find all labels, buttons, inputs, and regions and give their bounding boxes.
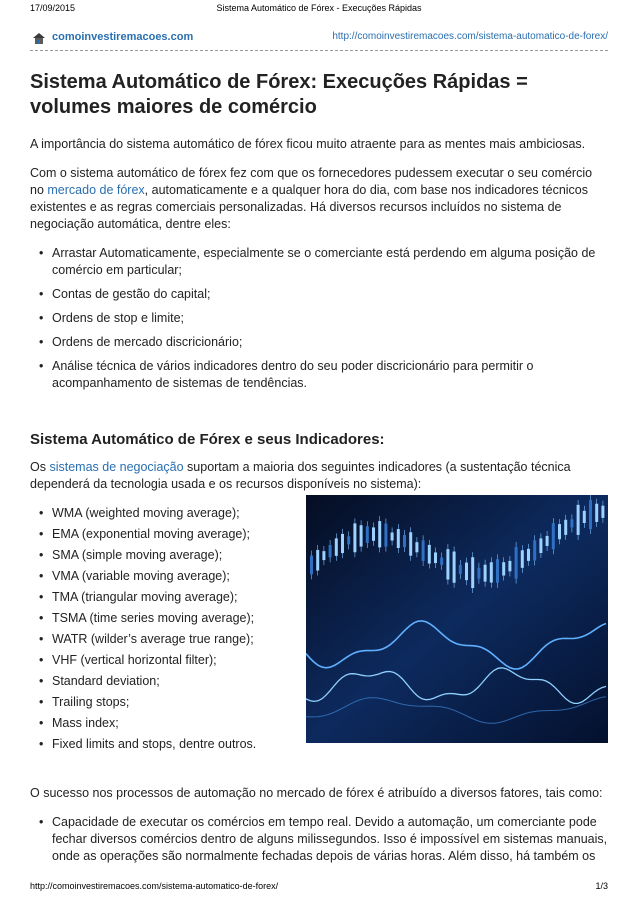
section-title-indicators: Sistema Automático de Fórex e seus Indicadores: xyxy=(30,431,385,448)
success-paragraph: O sucesso nos processos de automação no mercado de fórex é atribuído a diversos fatores, tais como: xyxy=(30,786,603,800)
candle-body xyxy=(434,552,437,563)
candle-body xyxy=(409,532,412,555)
candle-body xyxy=(521,550,524,568)
list-item: • Análise técnica de vários indicadores dentro do seu poder discricionário para permitir o acompanhamento de sistemas de tendências. xyxy=(52,358,608,392)
list-item: • EMA (exponential moving average); xyxy=(52,526,330,543)
candle-body xyxy=(391,533,394,541)
candle-body xyxy=(552,523,555,549)
candle-body xyxy=(558,524,561,539)
candle-body xyxy=(415,542,418,552)
list-item: • Mass index; xyxy=(52,715,330,732)
page-number: 1/3 xyxy=(595,881,608,891)
candle-body xyxy=(316,550,319,571)
list-item: • Ordens de mercado discricionário; xyxy=(52,334,608,351)
candle-body xyxy=(347,536,350,544)
candle-body xyxy=(527,549,530,561)
candle-body xyxy=(570,519,573,527)
candle-body xyxy=(372,527,375,540)
trading-systems-link[interactable]: sistemas de negociação xyxy=(49,460,184,474)
candle-body xyxy=(533,540,536,560)
site-url-link[interactable]: http://comoinvestiremacoes.com/sistema-automatico-de-forex/ xyxy=(332,31,608,42)
list-item: • WATR (wilder’s average true range); xyxy=(52,631,330,648)
candle-body xyxy=(329,545,332,557)
features-list xyxy=(30,245,608,392)
list-item: • VMA (variable moving average); xyxy=(52,568,330,585)
candle-body xyxy=(515,547,518,579)
list-item: • Standard deviation; xyxy=(52,673,330,690)
intro-paragraph: A importância do sistema automático de fórex ficou muito atraente para as mentes mais ambiciosas. xyxy=(30,137,586,151)
list-item: • Contas de gestão do capital; xyxy=(52,286,608,303)
candle-body xyxy=(322,551,325,560)
site-name-link[interactable]: comoinvestiremacoes.com xyxy=(52,31,194,43)
candle-body xyxy=(397,529,400,548)
header-divider xyxy=(30,50,608,51)
candle-body xyxy=(453,552,456,583)
candle-body xyxy=(471,557,474,588)
forex-chart-image xyxy=(306,495,608,743)
list-item: • VHF (vertical horizontal filter); xyxy=(52,652,330,669)
candle-body xyxy=(564,520,567,535)
candle-body xyxy=(595,504,598,522)
article xyxy=(30,70,608,879)
candle-body xyxy=(384,524,387,547)
candle-body xyxy=(508,561,511,571)
candle-body xyxy=(490,562,493,582)
candle-body xyxy=(583,511,586,523)
list-item: • Capacidade de executar os comércios em tempo real. Devido a automação, um comerciante pode fechar diversos comércios dentro de alguns milissegundos. Isso é impossível em sistemas manuais, onde as operações são normalmente fechadas depois de várias horas. Além disso, há também os xyxy=(52,814,608,865)
candle-body xyxy=(446,549,449,579)
image-background xyxy=(306,495,608,743)
print-date: 17/09/2015 xyxy=(30,3,76,13)
candle-body xyxy=(440,558,443,565)
site-bar xyxy=(30,30,608,50)
indicators-block xyxy=(30,505,608,771)
list-item: • WMA (weighted moving average); xyxy=(52,505,330,522)
candle-body xyxy=(477,568,480,579)
list-item: • TSMA (time series moving average); xyxy=(52,610,330,627)
candle-body xyxy=(378,521,381,547)
candle-body xyxy=(366,526,369,543)
candle-body xyxy=(484,565,487,582)
candle-body xyxy=(539,538,542,553)
candle-body xyxy=(496,559,499,582)
candle-body xyxy=(428,545,431,564)
candle-body xyxy=(341,534,344,553)
candle-body xyxy=(577,505,580,535)
candle-body xyxy=(335,538,338,556)
list-item: • Trailing stops; xyxy=(52,694,330,711)
candle-body xyxy=(589,500,592,529)
indicators-list xyxy=(30,505,330,757)
article-title: Sistema Automático de Fórex: Execuções Rápidas = volumes maiores de comércio xyxy=(30,71,528,118)
candle-body xyxy=(422,540,425,561)
candle-body xyxy=(546,536,549,546)
candle-body xyxy=(360,525,363,546)
candle-body xyxy=(310,556,313,575)
candle-body xyxy=(502,562,505,575)
candle-body xyxy=(465,563,468,581)
footer-url: http://comoinvestiremacoes.com/sistema-automatico-de-forex/ xyxy=(30,881,279,891)
house-icon xyxy=(32,32,46,44)
list-item: • Fixed limits and stops, dentre outros. xyxy=(52,736,330,753)
features-paragraph: Com o sistema automático de fórex fez com que os fornecedores pudessem executar o seu comércio no mercado de fórex, automaticamente e a qualquer hora do dia, com base nos indicadores técnicos existentes e as regras comerciais personalizadas. Há diversos recursos incluídos no sistema de negociação automática, dentre eles: xyxy=(30,166,593,231)
print-header xyxy=(0,0,638,14)
indicators-paragraph: Os sistemas de negociação suportam a maioria dos seguintes indicadores (a sustentação técnica dependerá da tecnologia usada e os recursos disponíveis no sistema): xyxy=(30,460,571,491)
list-item: • TMA (triangular moving average); xyxy=(52,589,330,606)
print-title: Sistema Automático de Fórex - Execuções Rápidas xyxy=(216,3,422,13)
candle-body xyxy=(403,535,406,547)
list-item: • Arrastar Automaticamente, especialmente se o comerciante está perdendo em alguma posição de comércio em particular; xyxy=(52,245,608,279)
candle-body xyxy=(459,565,462,574)
list-item: • Ordens de stop e limite; xyxy=(52,310,608,327)
factors-list xyxy=(30,814,608,865)
forex-market-link[interactable]: mercado de fórex xyxy=(47,183,145,197)
list-item: • SMA (simple moving average); xyxy=(52,547,330,564)
candle-body xyxy=(353,523,356,552)
candle-body xyxy=(601,506,604,518)
